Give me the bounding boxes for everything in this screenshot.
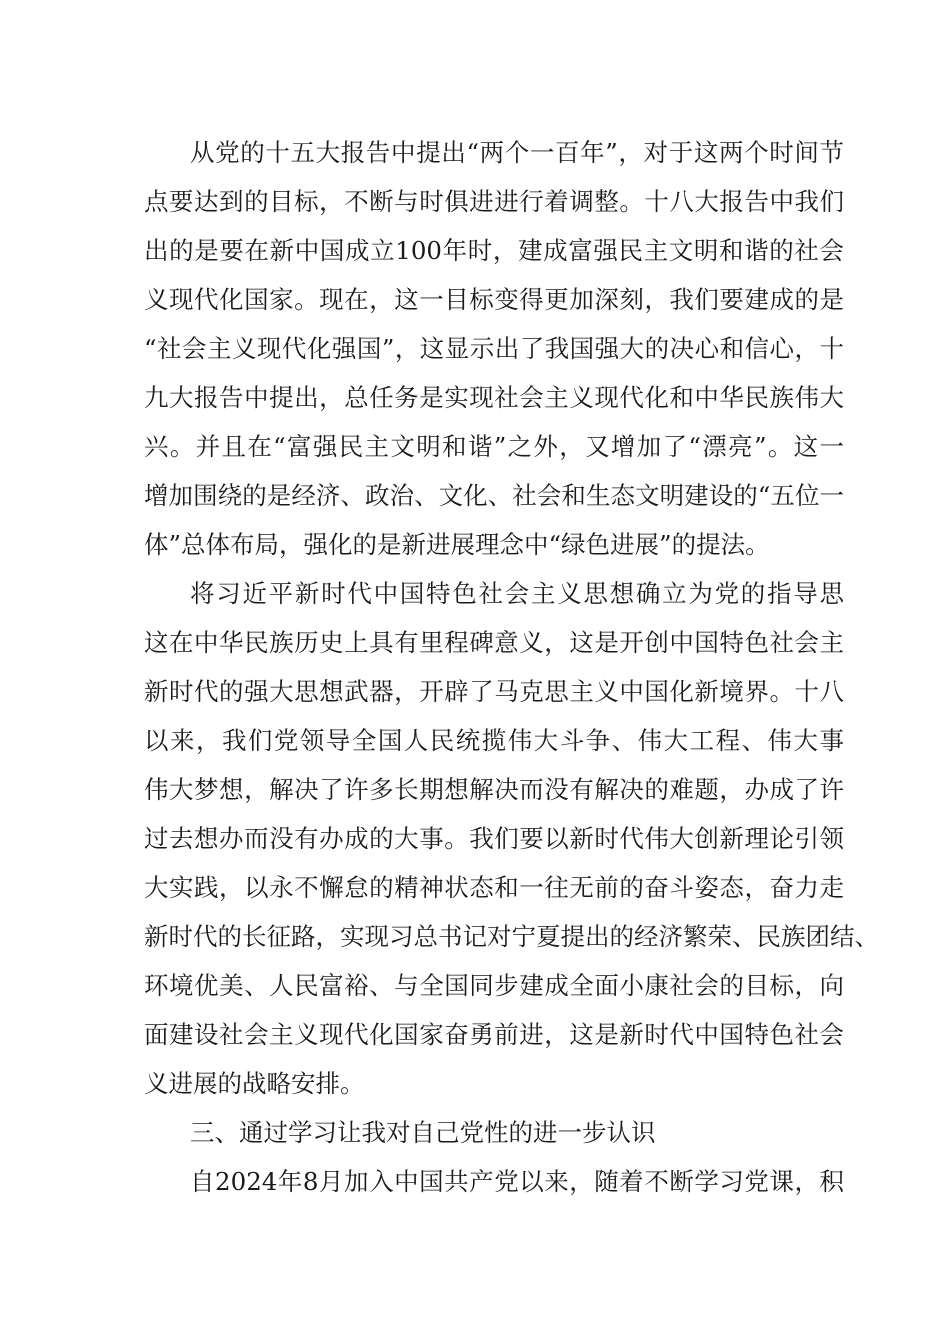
section-heading: 三、通过学习让我对自己党性的进一步认识	[190, 1118, 656, 1147]
paragraph-1-line-4: 义现代化国家。现在，这一目标变得更加深刻，我们要建成的是	[144, 285, 844, 314]
paragraph-1-line-8: 增加围绕的是经济、政治、文化、社会和生态文明建设的“五位一	[144, 481, 844, 510]
paragraph-1-line-7: 兴。并且在“富强民主文明和谐”之外，又增加了“漂亮”。这一	[144, 432, 844, 461]
paragraph-2-line-4: 以来，我们党领导全国人民统揽伟大斗争、伟大工程、伟大事	[144, 726, 844, 755]
paragraph-1-line-2: 点要达到的目标，不断与时俱进进行着调整。十八大报告中我们	[144, 187, 844, 216]
paragraph-1-line-1: 从党的十五大报告中提出“两个一百年”，对于这两个时间节	[190, 138, 844, 167]
paragraph-2-line-8: 新时代的长征路，实现习总书记对宁夏提出的经济繁荣、民族团结、	[144, 922, 879, 951]
paragraph-2-line-1: 将习近平新时代中国特色社会主义思想确立为党的指导思	[190, 579, 844, 608]
paragraph-2-line-7: 大实践，以永不懈怠的精神状态和一往无前的奋斗姿态，奋力走	[144, 873, 844, 902]
paragraph-2-line-5: 伟大梦想，解决了许多长期想解决而没有解决的难题，办成了许	[144, 775, 844, 804]
paragraph-1-line-6: 九大报告中提出，总任务是实现社会主义现代化和中华民族伟大	[144, 383, 844, 412]
paragraph-2-line-3: 新时代的强大思想武器，开辟了马克思主义中国化新境界。十八	[144, 677, 844, 706]
paragraph-1-line-9: 体”总体布局，强化的是新进展理念中“绿色进展”的提法。	[144, 530, 770, 559]
paragraph-1-line-5: “社会主义现代化强国”，这显示出了我国强大的决心和信心，十	[144, 334, 844, 363]
paragraph-2-line-9: 环境优美、人民富裕、与全国同步建成全面小康社会的目标，向	[144, 971, 844, 1000]
paragraph-2-line-2: 这在中华民族历史上具有里程碑意义，这是开创中国特色社会主	[144, 628, 844, 657]
paragraph-1-line-3: 出的是要在新中国成立100年时，建成富强民主文明和谐的社会	[144, 236, 844, 265]
paragraph-2-line-6: 过去想办而没有办成的大事。我们要以新时代伟大创新理论引领	[144, 824, 844, 853]
paragraph-3-line-1: 自2024年8月加入中国共产党以来，随着不断学习党课，积	[190, 1167, 844, 1196]
document-body	[144, 128, 879, 1206]
paragraph-2-line-10: 面建设社会主义现代化国家奋勇前进，这是新时代中国特色社会	[144, 1020, 844, 1049]
paragraph-2-line-11: 义进展的战略安排。	[144, 1069, 365, 1098]
